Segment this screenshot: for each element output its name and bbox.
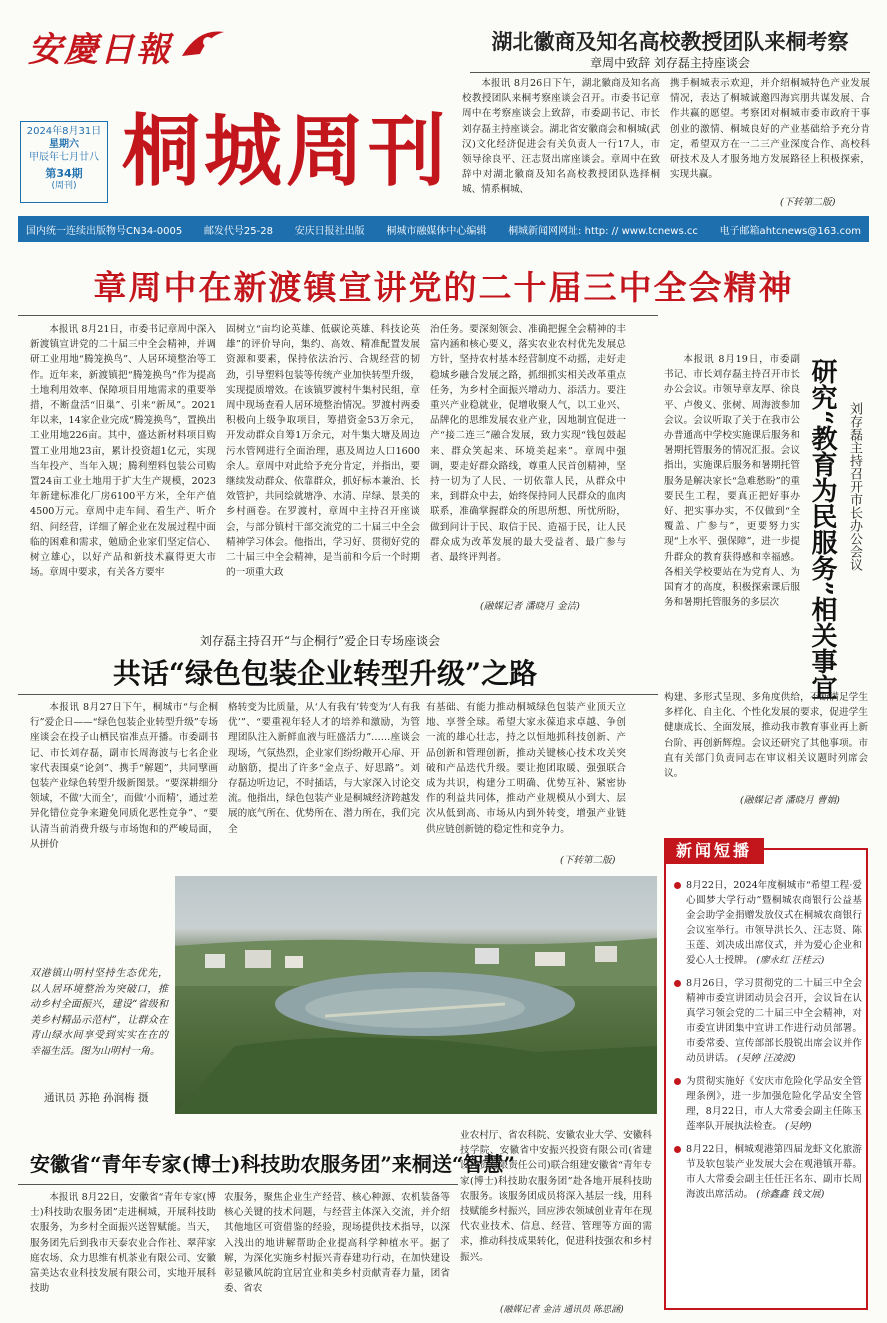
expert-story-title: 安徽省“青年专家(博士)科技助农服务团”来桐送“智慧” <box>30 1152 515 1176</box>
info-editor: 桐城市融媒体中心编辑 <box>386 225 487 237</box>
top-story-continued: (下转第二版) <box>780 197 836 208</box>
top-story-rule <box>470 72 870 73</box>
top-story-subtitle: 章周中致辞 刘存磊主持座谈会 <box>590 56 750 70</box>
news-briefs-box <box>664 841 868 1310</box>
research-story-title: 研究“教育为民服务”相关事宜 <box>807 358 837 700</box>
issue-number: 第34期 <box>45 167 83 180</box>
info-website[interactable]: 桐城新闻网网址: http: // www.tcnews.cc <box>508 225 698 237</box>
expert-story-rule <box>18 1184 458 1185</box>
green-story-title: 共话“绿色包装企业转型升级”之路 <box>112 657 538 690</box>
green-story-kicker: 刘存磊主持召开“与企桐行”爱企日专场座谈会 <box>199 634 441 648</box>
photo-credit: 通讯员 苏艳 孙润梅 摄 <box>44 1092 149 1104</box>
village-landscape-illustration <box>175 876 657 1114</box>
bullet-icon <box>674 1078 681 1085</box>
research-story-col-b: 构建、多形式呈现、多角度供给，不断满足学生多样化、自主化、个性化发展的要求，促进学生健康成长、全面发展，推动我市教育事业再上新台阶、再创新辉煌。会议还研究了其他事项。市直有关部门负责同志在审议相关议题时列席会议。 <box>664 692 868 780</box>
bullet-icon <box>674 882 681 889</box>
research-story-credit: (融媒记者 潘晓月 曹娟) <box>740 795 840 806</box>
news-brief-item <box>672 976 862 1066</box>
news-briefs-header <box>664 838 764 864</box>
info-cn-number: 国内统一连续出版物号CN34-0005 <box>26 225 183 237</box>
date-box <box>20 121 108 203</box>
top-story-title: 湖北徽商及知名高校教授团队来桐考察 <box>491 29 849 54</box>
news-brief-credit: (徐鑫鑫 钱文展) <box>756 1189 825 1200</box>
research-story-subtitle: 刘存磊主持召开市长办公会议 <box>847 402 862 571</box>
green-story-col2: 格转变为比质量，从‘人有我有’转变为‘人有我优’”、“要重视年轻人才的培养和激励，为管理团队注入新鲜血液与旺盛活力”……座谈会现场，气氛热烈，企业家们纷纷敞开心扉、开动脑筋，提出了许多“金点子、好思路”。刘存磊边听边记，不时插话，与大家深入讨论交流。他指出，绿色包装产业是桐城经济跨越发展的底气所在、优势所在、潜力所在，我们完全 <box>228 702 420 835</box>
news-brief-credit: (廖永红 汪桂云) <box>756 955 825 966</box>
lunar-date: 甲辰年七月廿八 <box>29 152 99 163</box>
top-story-col1: 本报讯 8月26日下午，湖北徽商及知名高校教授团队来桐考察座谈会召开。市委书记章周中在考察座谈会上致辞，市委副书记、市长刘存磊主持座谈会。湖北省安徽商会和桐城(武汉)文化经济促进会有关负责人一行17人，市领导徐良平、汪志贤出席座谈会。章周中在致辞中对湖北徽商及知名高校教授团队选择桐城、情系桐城、 <box>462 78 660 196</box>
research-story-col-a: 本报讯 8月19日，市委副书记、市长刘存磊主持召开市长办公会议。市领导章友厚、徐良平、卢俊义、张树、周海波参加会议。会议听取了关于在我市公办普通高中学校实施课后服务和暑期托管服务的情况汇报。会议指出，实施课后服务和暑期托管服务是解决家长“急难愁盼”的重要民生工程，要真正把好事办好、把实事办实，不仅做到“全覆盖、广参与”，更要努力实现“上水平、强保障”，进一步提升群众的教育获得感和幸福感。各相关学校要站在为党育人、为国育才的高度，积极探索课后服务和暑期托管服务的多层次 <box>664 354 800 609</box>
expert-story-credit: (融媒记者 金洁 通讯员 陈思涵) <box>500 1305 624 1315</box>
news-brief-credit: (吴婷) <box>785 1121 812 1132</box>
paper-logo <box>28 22 228 82</box>
info-publisher: 安庆日报社出版 <box>294 225 365 237</box>
weekday: 星期六 <box>49 139 79 150</box>
bullet-icon <box>674 980 681 987</box>
green-story-continued: (下转第二版) <box>560 855 616 866</box>
lead-story-credit: (融媒记者 潘晓月 金洁) <box>480 601 580 612</box>
village-photo <box>175 876 657 1114</box>
expert-story-col3: 业农村厅、省农科院、安徽农业大学、安徽科技学院、安徽省中安振兴投资有限公司(省建设投资有限责任公司)联合组建安徽省“青年专家(博士)科技助农服务团”赴各地开展科技助农服务。该服务团成员将深入基层一线，用科技赋能乡村振兴，回应涉农领域创业青年在现代农业技术、信息、经营、管理等方面的需求，推动科技成果转化，促进科技强农和乡村振兴。 <box>460 1130 652 1263</box>
lead-story-col2: 固树立“亩均论英雄、低碳论英雄、科技论英雄”的评价导向，集约、高效、精准配置发展资源和要素，保持依法治污、合规经营的韧劲，引导塑料包装等传统产业加快转型升级，实现提质增效。在该镇罗渡村牛集村民组，章周中现场查看人居环境整治情况。罗渡村两委积极向上级争取项目，筹措资金53万余元，开发动群众自筹1万余元，对牛集大塘及周边污水管网进行全面治理，惠及周边人口1600余人。章周中对此给予充分肯定，并指出，要继续发动群众、依靠群众，抓好标本兼治、长效管护，共同绘就塘净、水清、岸绿、景美的乡村画卷。在罗渡村，章周中主持召开座谈会，与部分镇村干部交流党的二十届三中全会精神学习体会。他指出，学习好、贯彻好党的二十届三中全会精神，是当前和今后一个时期的一项重大政 <box>226 324 420 579</box>
news-brief-item <box>672 1142 862 1202</box>
lead-story-title: 章周中在新渡镇宣讲党的二十届三中全会精神 <box>93 268 794 307</box>
news-brief-item <box>672 1074 862 1134</box>
news-brief-credit: (吴婷 汪凌波) <box>737 1053 796 1064</box>
lead-story-rule <box>18 315 658 316</box>
expert-story-col2: 农服务，聚焦企业生产经营、核心种源、农机装备等核心关键的技术问题，与经营主体深入交流，并介绍其他地区可资借鉴的经验，现场提供技术指导，以深入浅出的地讲解帮助企业提高科学种植水平。据了解，为深化实施乡村振兴青春建功行动，在加快建设彰显徽风皖韵宜居宜业和美乡村贡献青春力量，团省委、省农 <box>224 1192 450 1295</box>
lead-story-col1: 本报讯 8月21日，市委书记章周中深入新渡镇宣讲党的二十届三中全会精神，并调研工业用地“腾笼换鸟”、人居环境整治等工作。近年来，新渡镇把“腾笼换鸟”作为提高土地利用效率、保障项目用地需求的重要举措，不断盘活“旧巢”、引来“新凤”。2021年以来，14家企业完成“腾笼换鸟”，置换出工业用地226亩。其中，盛达新材料项目购置工业用地23亩，累计投资超1亿元，实现当年投产、当年入规；腾利塑料包装公司购置24亩工业土地用于扩大生产规模，2023年新建标准化厂房6100平方米，全年产值4500万元。章周中走车间、看生产、听介绍、问经营，详细了解企业在发展过程中面临的困难和需求，勉励企业家们坚定信心、树立雄心，以好产品和新技术赢得更大市场。章周中要求，有关各方要牢 <box>30 324 216 579</box>
bullet-icon <box>674 1146 681 1153</box>
news-briefs-title: 新闻短播 <box>675 841 752 860</box>
top-story-col2: 携手桐城表示欢迎，并介绍桐城特色产业发展情况，表达了桐城诚邀四海宾朋共谋发展、合作共赢的愿望。考察团对桐城市委市政府干事创业的激情、桐城良好的产业基础给予充分肯定，希望双方在一二三产业深度合作、高校科研技术及人才服务地方发展路径上积极探索，实现共赢。 <box>670 78 870 181</box>
green-story-col1: 本报讯 8月27日下午，桐城市“与企桐行”爱企日——“绿色包装企业转型升级”专场座谈会在投子山栖民宿准点开播。市委副书记、市长刘存磊，副市长周海波与七名企业家代表围桌“论剑”、携手“解题”，共同擘画包装产业绿色转型升级新图景。“要深耕细分领域，不做‘大而全’，而做‘小而精’，通过差异化错位竞争来避免同质化恶性竞争”、“要认清当前消费升级与市场饱和的严峻局面，从拼价 <box>30 702 218 850</box>
lead-story-col3: 治任务。要深刻领会、准确把握全会精神的丰富内涵和核心要义，落实农业农村优先发展总方针，坚持农村基本经营制度不动摇，走好走稳城乡融合发展之路，抓细抓实相关改革重点任务，为乡村全面振兴增动力、添活力。要注重兴产业稳就业，促增收聚人气，以工业兴、品牌化的思维发展农业产业，因地制宜促进一产“接二连三”融合发展，致力实现“钱包鼓起来、群众笑起来、环境美起来”。章周中强调，要走好群众路线，尊重人民首创精神，坚持一切为了人民、一切依靠人民，从群众中来，到群众中去，始终保持同人民群众的血肉联系，准确掌握群众的所思所想、所忧所盼，做到问计于民、取信于民、造福于民，让人民群众成为改革发展的最大受益者、最广参与者、最终评判者。 <box>430 324 626 564</box>
news-brief-text: 8月26日，学习贯彻党的二十届三中全会精神市委宣讲团动员会召开，会议旨在认真学习领会党的二十届三中全会精神，对市委宣讲团集中宣讲工作进行动员部署。市委常委、宣传部部长殷锐出席会议并作动员讲话。 <box>686 978 862 1064</box>
news-brief-text: 8月22日，桐城观港第四届龙虾文化旅游节及软包装产业发展大会在观港镇开幕。市人大常委会副主任任汪名东、副市长周海波出席活动。 <box>686 1144 862 1200</box>
news-brief-item <box>672 878 862 968</box>
green-story-rule <box>18 694 658 695</box>
green-story-col3: 有基础、有能力推动桐城绿色包装产业顶天立地、享誉全球。希望大家永葆追求卓越、争创一流的雄心壮志，持之以恒地抓科技创新、产品创新和管理创新，推动关键核心技术攻关突破和产品迭代升级。要让抱团取暖、强强联合成为共识，构建分工明确、优势互补、紧密协作的利益共同体，推动产业规模从小到大、层次从低到高、市场从内到外转变，增强产业链供应链创新链的稳定性和竞争力。 <box>426 702 626 835</box>
info-email[interactable]: 电子邮箱ahtcnews@163.com <box>719 225 861 237</box>
info-bar <box>18 216 869 242</box>
issue-date: 2024年8月31日 <box>26 126 102 137</box>
info-postal-code: 邮发代号25-28 <box>203 225 273 237</box>
logo-swoosh-icon <box>178 26 228 60</box>
supplement-title: 桐城周刊 <box>122 106 451 197</box>
news-brief-text: 为贯彻实施好《安庆市危险化学品安全管理条例》，进一步加强危险化学品安全管理，8月22日，市人大常委会副主任陈玉莲率队开展执法检查。 <box>686 1076 862 1132</box>
expert-story-col1: 本报讯 8月22日，安徽省“青年专家(博士)科技助农服务团”走进桐城，开展科技助农服务，为乡村全面振兴送智赋能。当天，服务团先后到我市天泰农业合作社、翠萍家庭农场、众力思维有机茶业有限公司、安徽富美达农业科技发展有限公司，实地开展科技助 <box>30 1192 216 1295</box>
news-brief-text: 8月22日，2024年度桐城市“希望工程·爱心圆梦大学行动”暨桐城农商银行公益基金会助学金捐赠发放仪式在桐城农商银行会议室举行。市领导洪长久、汪志贤、陈玉莲、刘决成出席仪式，并为爱心企业和爱心人士授牌。 <box>686 880 862 966</box>
photo-caption: 双港镇山明村坚持生态优先，以人居环境整治为突破口，推动乡村全面振兴，建设“省级和美乡村精品示范村”，让群众在青山绿水间享受到实实在在的幸福生活。图为山明村一角。 <box>30 968 168 1057</box>
paper-name: 安慶日報 <box>28 30 172 70</box>
issue-tag: (周刊) <box>51 181 77 191</box>
